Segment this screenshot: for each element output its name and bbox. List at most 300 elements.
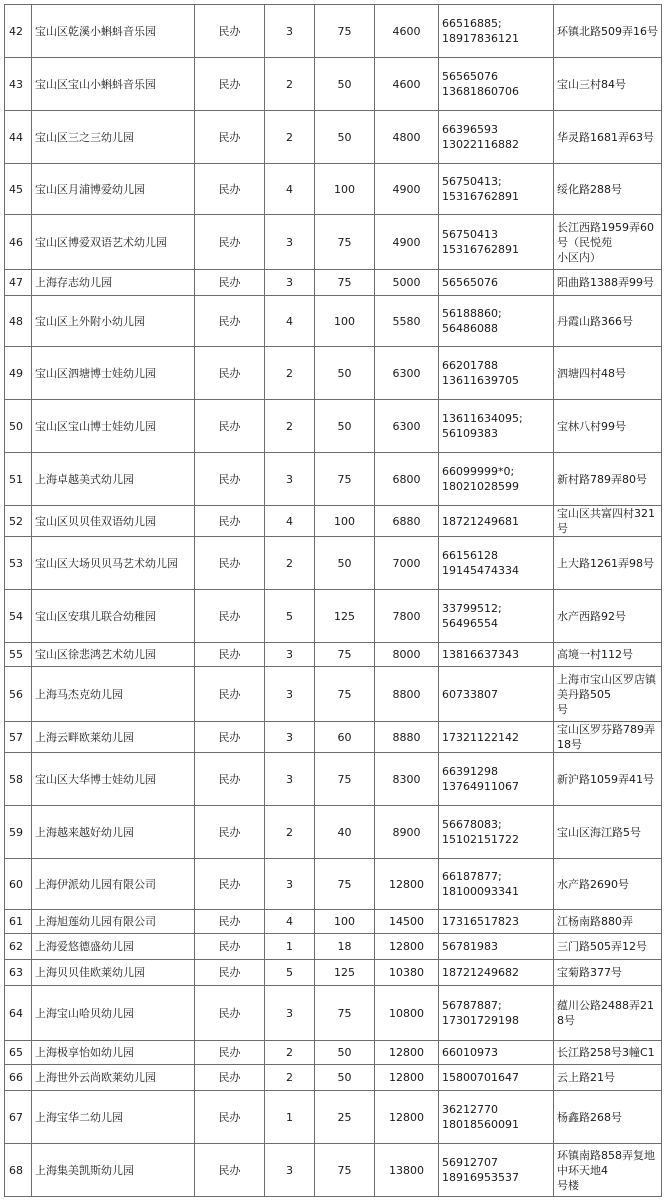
cell-capacity: 75 [315,643,375,667]
table-row [5,910,662,934]
cell-phone-line: 66396593 [442,123,498,136]
cell-class-count: 3 [265,1144,315,1197]
cell-ownership-type: 民办 [195,400,265,453]
cell-capacity: 50 [315,1041,375,1065]
cell-ownership-type: 民办 [195,1041,265,1065]
cell-capacity: 50 [315,58,375,111]
cell-address-line: 泗塘四村48号 [557,366,626,380]
cell-phone [439,722,554,753]
cell-phone-line: 18018560091 [442,1118,519,1131]
table-row [5,58,662,111]
cell-index: 66 [5,1065,32,1091]
cell-index: 45 [5,164,32,215]
cell-address [554,667,662,722]
cell-phone [439,215,554,270]
cell-ownership-type: 民办 [195,58,265,111]
cell-kindergarten-name: 上海宝华二幼儿园 [32,1091,195,1144]
cell-phone-line: 15102151722 [442,833,519,846]
cell-class-count: 3 [265,667,315,722]
table-row [5,1065,662,1091]
cell-address-line: 号楼 [557,1178,579,1192]
cell-phone [439,859,554,910]
cell-capacity: 100 [315,910,375,934]
cell-fee: 6300 [375,400,439,453]
cell-fee: 4900 [375,215,439,270]
cell-capacity: 50 [315,537,375,590]
cell-class-count: 3 [265,453,315,506]
table-row [5,537,662,590]
table-row [5,1144,662,1197]
cell-index: 59 [5,806,32,859]
cell-phone [439,590,554,643]
cell-ownership-type: 民办 [195,643,265,667]
cell-address-line: 宝山区共富四村321号 [557,507,655,535]
cell-ownership-type: 民办 [195,859,265,910]
cell-address [554,1144,662,1197]
cell-kindergarten-name: 宝山区上外附小幼儿园 [32,296,195,347]
cell-phone-line: 66187877; [442,870,502,883]
cell-class-count: 3 [265,5,315,58]
cell-phone-line: 66156128 [442,549,498,562]
cell-address-line: 新沪路1059弄41号 [557,772,654,786]
cell-phone [439,910,554,934]
cell-fee: 14500 [375,910,439,934]
cell-address-line: 上大路1261弄98号 [557,556,654,570]
cell-index: 54 [5,590,32,643]
table-row [5,1041,662,1065]
cell-class-count: 1 [265,1091,315,1144]
cell-fee: 4900 [375,164,439,215]
cell-capacity: 125 [315,960,375,986]
cell-kindergarten-name: 宝山区徐悲鸿艺术幼儿园 [32,643,195,667]
cell-class-count: 2 [265,111,315,164]
cell-fee: 8880 [375,722,439,753]
cell-phone [439,1041,554,1065]
cell-phone-line: 56109383 [442,427,498,440]
cell-capacity: 50 [315,400,375,453]
cell-kindergarten-name: 上海云畔欧莱幼儿园 [32,722,195,753]
cell-ownership-type: 民办 [195,1144,265,1197]
kindergarten-fee-table-sheet [4,4,661,1197]
table-row [5,934,662,960]
cell-ownership-type: 民办 [195,5,265,58]
cell-phone [439,111,554,164]
cell-phone [439,270,554,296]
cell-capacity: 75 [315,986,375,1041]
cell-kindergarten-name: 宝山区泗塘博士娃幼儿园 [32,347,195,400]
cell-address-line: 上海市宝山区罗店镇美丹路505 [557,672,656,701]
cell-kindergarten-name: 宝山区宝山博士娃幼儿园 [32,400,195,453]
cell-address [554,537,662,590]
cell-index: 53 [5,537,32,590]
cell-phone-line: 18021028599 [442,480,519,493]
cell-class-count: 2 [265,58,315,111]
cell-class-count: 3 [265,986,315,1041]
cell-address-line: 丹霞山路366号 [557,314,633,328]
cell-class-count: 4 [265,506,315,537]
cell-phone-line: 18916953537 [442,1171,519,1184]
cell-fee: 6300 [375,347,439,400]
cell-kindergarten-name: 宝山区安琪儿联合幼稚园 [32,590,195,643]
cell-index: 48 [5,296,32,347]
cell-kindergarten-name: 上海旭莲幼儿园有限公司 [32,910,195,934]
cell-ownership-type: 民办 [195,910,265,934]
cell-phone-line: 13816637343 [442,648,519,661]
table-row [5,590,662,643]
cell-address [554,722,662,753]
cell-fee: 12800 [375,1065,439,1091]
cell-fee: 8800 [375,667,439,722]
cell-phone [439,296,554,347]
cell-index: 50 [5,400,32,453]
table-row [5,960,662,986]
cell-index: 67 [5,1091,32,1144]
cell-index: 62 [5,934,32,960]
cell-index: 64 [5,986,32,1041]
cell-class-count: 2 [265,347,315,400]
cell-address-line: 新村路789弄80号 [557,472,647,486]
table-row [5,111,662,164]
cell-phone-line: 18917836121 [442,32,519,45]
cell-fee: 8000 [375,643,439,667]
cell-ownership-type: 民办 [195,296,265,347]
cell-class-count: 2 [265,806,315,859]
cell-capacity: 18 [315,934,375,960]
cell-ownership-type: 民办 [195,506,265,537]
cell-capacity: 125 [315,590,375,643]
cell-capacity: 50 [315,1065,375,1091]
cell-phone-line: 56787887; [442,999,502,1012]
table-row [5,506,662,537]
cell-fee: 12800 [375,934,439,960]
table-row [5,164,662,215]
cell-kindergarten-name: 上海世外云尚欧莱幼儿园 [32,1065,195,1091]
cell-fee: 7800 [375,590,439,643]
cell-phone-line: 13764911067 [442,780,519,793]
cell-address-line: 号 [557,702,568,716]
table-row [5,1091,662,1144]
cell-address-line: 宝山区罗芬路789弄18号 [557,723,655,751]
cell-ownership-type: 民办 [195,960,265,986]
cell-ownership-type: 民办 [195,1065,265,1091]
cell-phone [439,537,554,590]
cell-ownership-type: 民办 [195,986,265,1041]
cell-address-line: 高境一村112号 [557,648,633,661]
table-row [5,215,662,270]
cell-ownership-type: 民办 [195,215,265,270]
cell-address [554,400,662,453]
cell-phone-line: 36212770 [442,1103,498,1116]
cell-ownership-type: 民办 [195,590,265,643]
cell-kindergarten-name: 宝山区博爱双语艺术幼儿园 [32,215,195,270]
cell-phone-line: 15800701647 [442,1071,519,1084]
cell-capacity: 75 [315,753,375,806]
cell-capacity: 25 [315,1091,375,1144]
table-body [5,5,662,1197]
cell-capacity: 100 [315,296,375,347]
cell-phone [439,986,554,1041]
cell-phone-line: 33799512; [442,602,502,615]
cell-fee: 8900 [375,806,439,859]
cell-kindergarten-name: 上海极享怡如幼儿园 [32,1041,195,1065]
cell-address [554,806,662,859]
cell-address-line: 宝林八村99号 [557,419,626,433]
table-row [5,722,662,753]
cell-ownership-type: 民办 [195,537,265,590]
cell-class-count: 1 [265,934,315,960]
cell-fee: 4600 [375,58,439,111]
cell-fee: 10380 [375,960,439,986]
cell-ownership-type: 民办 [195,347,265,400]
cell-address-line: 蕴川公路2488弄218号 [557,999,654,1027]
cell-phone [439,1091,554,1144]
cell-phone-line: 56496554 [442,617,498,630]
cell-ownership-type: 民办 [195,453,265,506]
cell-kindergarten-name: 上海爱悠德盛幼儿园 [32,934,195,960]
cell-index: 46 [5,215,32,270]
cell-address-line: 云上路21号 [557,1071,615,1084]
cell-phone-line: 15316762891 [442,190,519,203]
cell-capacity: 40 [315,806,375,859]
cell-phone [439,400,554,453]
cell-phone-line: 15316762891 [442,243,519,256]
cell-fee: 4800 [375,111,439,164]
cell-class-count: 4 [265,296,315,347]
cell-kindergarten-name: 宝山区大华博士娃幼儿园 [32,753,195,806]
cell-address [554,986,662,1041]
cell-fee: 6880 [375,506,439,537]
cell-index: 57 [5,722,32,753]
cell-capacity: 100 [315,164,375,215]
cell-fee: 6800 [375,453,439,506]
cell-phone-line: 66010973 [442,1046,498,1059]
cell-phone [439,753,554,806]
table-row [5,453,662,506]
cell-capacity: 50 [315,347,375,400]
cell-capacity: 50 [315,111,375,164]
cell-phone [439,506,554,537]
cell-fee: 5000 [375,270,439,296]
cell-kindergarten-name: 上海贝贝佳欧莱幼儿园 [32,960,195,986]
table-row [5,986,662,1041]
cell-capacity: 75 [315,270,375,296]
cell-class-count: 3 [265,643,315,667]
cell-fee: 7000 [375,537,439,590]
cell-address-line: 华灵路1681弄63号 [557,130,654,144]
cell-capacity: 75 [315,859,375,910]
cell-class-count: 3 [265,753,315,806]
cell-fee: 12800 [375,1041,439,1065]
cell-index: 47 [5,270,32,296]
cell-fee: 8300 [375,753,439,806]
cell-phone [439,643,554,667]
cell-kindergarten-name: 上海马杰克幼儿园 [32,667,195,722]
cell-kindergarten-name: 宝山区三之三幼儿园 [32,111,195,164]
cell-index: 60 [5,859,32,910]
cell-ownership-type: 民办 [195,1091,265,1144]
cell-ownership-type: 民办 [195,667,265,722]
cell-phone-line: 56750413; [442,175,502,188]
cell-capacity: 75 [315,453,375,506]
cell-phone-line: 18721249682 [442,966,519,979]
cell-phone-line: 13681860706 [442,85,519,98]
cell-kindergarten-name: 上海越来越好幼儿园 [32,806,195,859]
cell-address-line: 环镇北路509弄16号 [557,24,658,38]
cell-address [554,215,662,270]
cell-address [554,164,662,215]
cell-phone-line: 17316517823 [442,915,519,928]
cell-address [554,453,662,506]
cell-address-line: 宝山三村84号 [557,77,626,91]
cell-address [554,590,662,643]
cell-phone [439,164,554,215]
cell-phone [439,58,554,111]
cell-phone-line: 56565076 [442,276,498,289]
cell-phone-line: 18721249681 [442,514,519,528]
cell-phone-line: 56565076 [442,70,498,83]
cell-phone [439,5,554,58]
cell-phone [439,960,554,986]
cell-ownership-type: 民办 [195,164,265,215]
cell-phone-line: 13022116882 [442,138,519,151]
cell-address [554,506,662,537]
cell-address [554,643,662,667]
cell-kindergarten-name: 宝山区月浦博爱幼儿园 [32,164,195,215]
cell-phone-line: 66099999*0; [442,465,515,478]
cell-index: 63 [5,960,32,986]
cell-phone-line: 18100093341 [442,885,519,898]
cell-kindergarten-name: 上海集美凯斯幼儿园 [32,1144,195,1197]
cell-phone-line: 66516885; [442,17,502,30]
cell-address [554,960,662,986]
cell-ownership-type: 民办 [195,270,265,296]
cell-address-line: 绥化路288号 [557,182,622,196]
cell-kindergarten-name: 宝山区贝贝佳双语幼儿园 [32,506,195,537]
cell-fee: 12800 [375,1091,439,1144]
cell-index: 49 [5,347,32,400]
cell-address [554,1041,662,1065]
cell-phone [439,1065,554,1091]
table-row [5,400,662,453]
cell-ownership-type: 民办 [195,111,265,164]
cell-index: 56 [5,667,32,722]
cell-kindergarten-name: 上海宝山哈贝幼儿园 [32,986,195,1041]
cell-address [554,1091,662,1144]
kindergarten-fee-table [4,4,662,1197]
cell-class-count: 5 [265,590,315,643]
cell-ownership-type: 民办 [195,806,265,859]
cell-kindergarten-name: 宝山区乾溪小蝌蚪音乐园 [32,5,195,58]
cell-phone-line: 56486088 [442,322,498,335]
cell-class-count: 3 [265,215,315,270]
cell-fee: 13800 [375,1144,439,1197]
cell-index: 61 [5,910,32,934]
cell-ownership-type: 民办 [195,722,265,753]
cell-phone [439,934,554,960]
table-row [5,859,662,910]
cell-phone-line: 56781983 [442,940,498,953]
cell-class-count: 3 [265,722,315,753]
table-row [5,667,662,722]
cell-phone-line: 56750413 [442,228,498,241]
cell-address [554,58,662,111]
cell-address [554,270,662,296]
cell-address-line: 小区内） [557,250,601,264]
cell-fee: 5580 [375,296,439,347]
cell-phone [439,453,554,506]
cell-phone-line: 56912707 [442,1156,498,1169]
cell-address-line: 环镇南路858弄复地中环天地4 [557,1148,655,1177]
cell-ownership-type: 民办 [195,753,265,806]
table-row [5,806,662,859]
cell-index: 58 [5,753,32,806]
cell-address [554,934,662,960]
cell-capacity: 60 [315,722,375,753]
cell-class-count: 2 [265,1041,315,1065]
cell-phone-line: 17321122142 [442,730,519,744]
table-row [5,270,662,296]
cell-capacity: 75 [315,1144,375,1197]
cell-kindergarten-name: 宝山区宝山小蝌蚪音乐园 [32,58,195,111]
cell-class-count: 3 [265,270,315,296]
cell-address [554,347,662,400]
cell-address [554,5,662,58]
cell-address-line: 江杨南路880弄 [557,915,633,928]
cell-index: 43 [5,58,32,111]
cell-address [554,111,662,164]
cell-address-line: 水产西路92号 [557,609,626,623]
cell-fee: 4600 [375,5,439,58]
cell-fee: 12800 [375,859,439,910]
cell-ownership-type: 民办 [195,934,265,960]
cell-capacity: 75 [315,667,375,722]
cell-kindergarten-name: 上海卓越美式幼儿园 [32,453,195,506]
cell-address [554,296,662,347]
cell-class-count: 2 [265,537,315,590]
cell-phone-line: 56188860; [442,307,502,320]
cell-capacity: 75 [315,215,375,270]
cell-phone-line: 56678083; [442,818,502,831]
cell-index: 44 [5,111,32,164]
cell-address [554,1065,662,1091]
cell-phone-line: 17301729198 [442,1014,519,1027]
cell-address [554,910,662,934]
cell-class-count: 4 [265,164,315,215]
cell-index: 55 [5,643,32,667]
cell-address [554,859,662,910]
cell-index: 51 [5,453,32,506]
cell-class-count: 2 [265,400,315,453]
cell-phone-line: 60733807 [442,687,498,701]
cell-phone [439,347,554,400]
cell-phone-line: 13611639705 [442,374,519,387]
cell-index: 68 [5,1144,32,1197]
cell-class-count: 4 [265,910,315,934]
cell-capacity: 100 [315,506,375,537]
cell-address-line: 水产路2690号 [557,877,629,891]
cell-index: 65 [5,1041,32,1065]
table-row [5,753,662,806]
cell-phone-line: 19145474334 [442,564,519,577]
cell-address-line: 杨鑫路268号 [557,1110,622,1124]
cell-phone-line: 66391298 [442,765,498,778]
cell-address-line: 阳曲路1388弄99号 [557,276,654,289]
cell-class-count: 2 [265,1065,315,1091]
cell-address [554,753,662,806]
cell-kindergarten-name: 上海存志幼儿园 [32,270,195,296]
cell-kindergarten-name: 宝山区大场贝贝马艺术幼儿园 [32,537,195,590]
cell-phone-line: 13611634095; [442,412,523,425]
